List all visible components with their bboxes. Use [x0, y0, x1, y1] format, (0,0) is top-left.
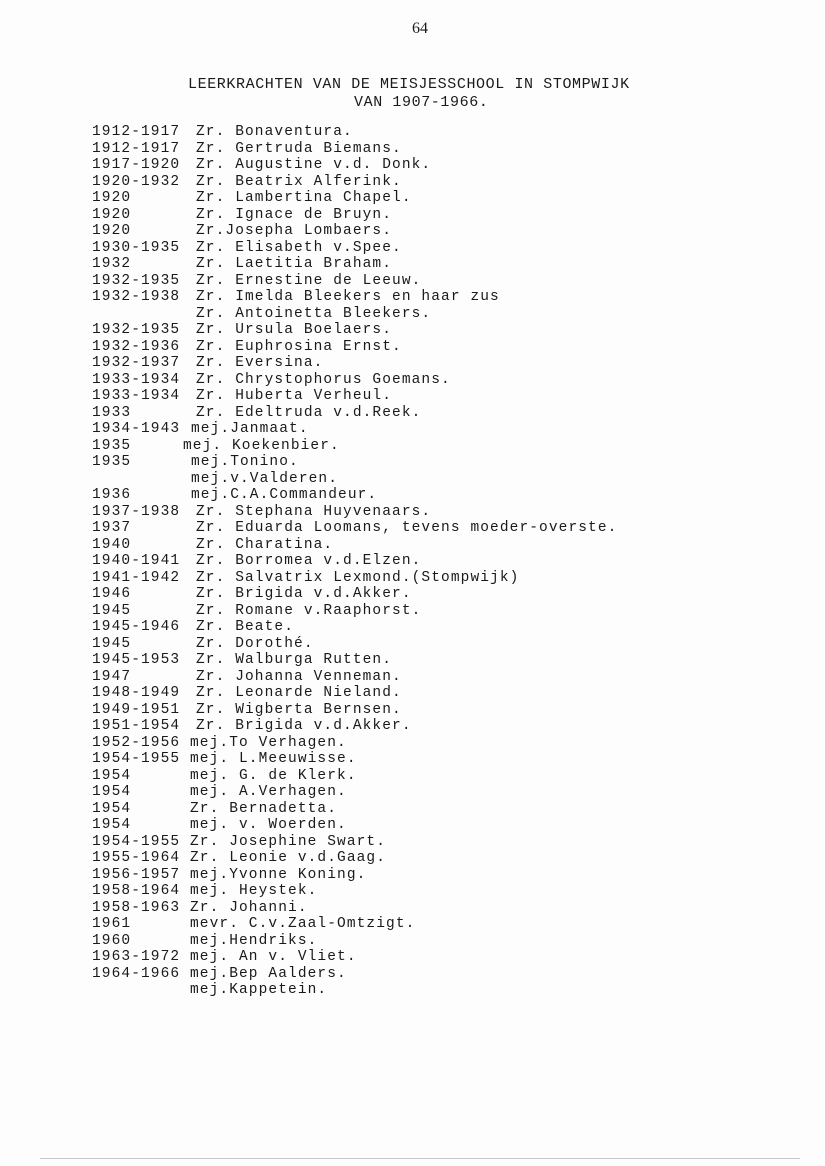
entry-teacher-name: Zr. Beatrix Alferink.: [196, 173, 402, 190]
list-item: [0, 223, 825, 240]
entry-years: 1920: [92, 206, 132, 223]
list-item: [0, 355, 825, 372]
list-item: [0, 603, 825, 620]
list-item: [0, 256, 825, 273]
entry-teacher-name: Zr. Ignace de Bruyn.: [196, 206, 393, 223]
title-line-2: VAN 1907-1966.: [354, 94, 489, 111]
entry-teacher-name: Zr. Beate.: [196, 619, 295, 635]
list-item: [0, 157, 825, 174]
entry-years: 1940-1941: [92, 553, 181, 569]
list-item: [0, 966, 825, 983]
entry-teacher-name: mej. Heystek.: [190, 883, 318, 899]
list-item: [0, 900, 825, 917]
list-item: [0, 520, 825, 537]
list-item: [0, 388, 825, 405]
list-item: [0, 124, 825, 141]
list-item: [0, 570, 825, 587]
entry-teacher-name: mej. Koekenbier.: [183, 437, 340, 454]
entry-teacher-name: Zr. Wigberta Bernsen.: [196, 701, 402, 718]
entry-years: 1941-1942: [92, 569, 181, 586]
entry-teacher-name: Zr. Bonaventura.: [196, 124, 353, 140]
entry-years: 1937-1938: [92, 503, 181, 520]
entry-teacher-name: Zr. Huberta Verheul.: [196, 388, 393, 404]
list-item: [0, 322, 825, 339]
list-item: [0, 949, 825, 966]
entry-teacher-name: Zr. Chrystophorus Goemans.: [196, 371, 451, 388]
entry-years: 1954: [92, 817, 132, 833]
page-edge-line: [40, 1158, 800, 1159]
entry-years: 1954: [92, 784, 132, 800]
entry-years: 1933-1934: [92, 371, 181, 388]
entry-teacher-name: Zr. Dorothé.: [196, 635, 314, 652]
entry-teacher-name: Zr. Stephana Huyvenaars.: [196, 503, 432, 520]
list-item: [0, 240, 825, 257]
entry-teacher-name: mej. L.Meeuwisse.: [190, 751, 357, 767]
list-item: [0, 619, 825, 636]
entry-years: 1932-1938: [92, 289, 181, 305]
entry-years: 1954-1955: [92, 751, 181, 767]
entry-years: 1934-1943: [92, 421, 181, 437]
entry-years: 1945-1953: [92, 652, 181, 668]
list-item: [0, 652, 825, 669]
entry-teacher-name: mej. G. de Klerk.: [190, 767, 357, 784]
list-item: [0, 933, 825, 950]
entry-years: 1955-1964: [92, 850, 181, 866]
entry-teacher-name: Zr. Euphrosina Ernst.: [196, 338, 402, 355]
list-item: [0, 636, 825, 653]
entry-teacher-name: Zr. Charatina.: [196, 536, 334, 553]
list-item: [0, 784, 825, 801]
list-item: [0, 669, 825, 686]
entry-teacher-name: mej.Janmaat.: [191, 421, 309, 437]
list-item: [0, 174, 825, 191]
page-number: 64: [412, 20, 428, 37]
entry-teacher-name: Zr. Antoinetta Bleekers.: [196, 305, 432, 322]
entry-teacher-name: mej.To Verhagen.: [190, 734, 347, 751]
list-item: [0, 438, 825, 455]
entry-teacher-name: Zr. Eversina.: [196, 355, 324, 371]
entry-teacher-name: mej.Kappetein.: [190, 982, 328, 998]
list-item: [0, 306, 825, 323]
entry-teacher-name: Zr. Ernestine de Leeuw.: [196, 272, 422, 289]
entry-teacher-name: mej.Hendriks.: [190, 932, 318, 949]
entry-teacher-name: mej. An v. Vliet.: [190, 949, 357, 965]
entry-years: 1963-1972: [92, 949, 181, 965]
entry-years: 1935: [92, 437, 132, 454]
entry-teacher-name: mej.v.Valderen.: [191, 470, 339, 487]
entry-teacher-name: Zr. Eduarda Loomans, tevens moeder-overste.: [196, 520, 618, 536]
entry-years: 1961: [92, 916, 132, 932]
entry-years: 1945: [92, 602, 132, 619]
list-item: [0, 817, 825, 834]
list-item: [0, 207, 825, 224]
entry-years: 1912-1917: [92, 124, 181, 140]
entry-years: 1936: [92, 487, 132, 503]
list-item: [0, 421, 825, 438]
entry-teacher-name: Zr. Borromea v.d.Elzen.: [196, 553, 422, 569]
entry-years: 1935: [92, 454, 132, 470]
entry-years: 1920-1932: [92, 173, 181, 190]
list-item: [0, 553, 825, 570]
entry-teacher-name: Zr. Leonie v.d.Gaag.: [190, 850, 387, 866]
entry-years: 1954: [92, 800, 132, 817]
entry-teacher-name: Zr. Johanna Venneman.: [196, 668, 402, 685]
list-item: [0, 982, 825, 999]
entry-teacher-name: Zr. Gertruda Biemans.: [196, 140, 402, 157]
entry-teacher-name: Zr. Brigida v.d.Akker.: [196, 586, 412, 602]
entry-years: 1932-1936: [92, 338, 181, 355]
title-line-1: LEERKRACHTEN VAN DE MEISJESSCHOOL IN STOMPWIJK: [188, 76, 630, 93]
entry-years: 1945-1946: [92, 619, 181, 635]
list-item: [0, 768, 825, 785]
entry-teacher-name: Zr. Leonarde Nieland.: [196, 685, 402, 701]
entry-years: 1952-1956: [92, 734, 181, 751]
list-item: [0, 405, 825, 422]
list-item: [0, 867, 825, 884]
entry-years: 1956-1957: [92, 866, 181, 883]
list-item: [0, 834, 825, 851]
entry-teacher-name: Zr. Ursula Boelaers.: [196, 322, 393, 338]
entry-years: 1958-1963: [92, 899, 181, 916]
list-item: [0, 190, 825, 207]
entry-teacher-name: Zr. Brigida v.d.Akker.: [196, 718, 412, 734]
list-item: [0, 718, 825, 735]
entry-years: 1937: [92, 520, 132, 536]
list-item: [0, 850, 825, 867]
entry-teacher-name: mej. v. Woerden.: [190, 817, 347, 833]
entry-years: 1932-1937: [92, 355, 181, 371]
entry-teacher-name: Zr. Johanni.: [190, 899, 308, 916]
list-item: [0, 289, 825, 306]
list-item: [0, 883, 825, 900]
entry-teacher-name: mej.Yvonne Koning.: [190, 866, 367, 883]
list-item: [0, 751, 825, 768]
list-item: [0, 916, 825, 933]
list-item: [0, 586, 825, 603]
entry-years: 1946: [92, 586, 132, 602]
list-item: [0, 454, 825, 471]
entry-teacher-name: mej. A.Verhagen.: [190, 784, 347, 800]
entry-teacher-name: mevr. C.v.Zaal-Omtzigt.: [190, 916, 416, 932]
entry-years: 1960: [92, 932, 132, 949]
entry-teacher-name: Zr. Salvatrix Lexmond.(Stompwijk): [196, 569, 520, 586]
entry-years: 1954-1955: [92, 833, 181, 850]
entry-years: 1949-1951: [92, 701, 181, 718]
entry-years: 1930-1935: [92, 239, 181, 256]
entry-years: 1958-1964: [92, 883, 181, 899]
entry-years: 1932-1935: [92, 272, 181, 289]
entry-teacher-name: Zr.Josepha Lombaers.: [196, 223, 393, 239]
entry-years: 1932: [92, 256, 132, 272]
entry-teacher-name: Zr. Augustine v.d. Donk.: [196, 157, 432, 173]
entry-teacher-name: mej.Tonino.: [191, 454, 299, 470]
list-item: [0, 702, 825, 719]
list-item: [0, 273, 825, 290]
entry-teacher-name: Zr. Lambertina Chapel.: [196, 190, 412, 206]
entry-years: 1912-1917: [92, 140, 181, 157]
entry-years: 1917-1920: [92, 157, 181, 173]
list-item: [0, 372, 825, 389]
list-item: [0, 471, 825, 488]
entry-teacher-name: Zr. Laetitia Braham.: [196, 256, 393, 272]
entry-teacher-name: Zr. Bernadetta.: [190, 800, 338, 817]
entry-years: 1933: [92, 404, 132, 421]
list-item: [0, 487, 825, 504]
entry-teacher-name: Zr. Edeltruda v.d.Reek.: [196, 404, 422, 421]
list-item: [0, 141, 825, 158]
entry-years: 1932-1935: [92, 322, 181, 338]
list-item: [0, 735, 825, 752]
entry-years: 1920: [92, 190, 132, 206]
entry-teacher-name: Zr. Josephine Swart.: [190, 833, 387, 850]
list-item: [0, 801, 825, 818]
entry-teacher-name: Zr. Elisabeth v.Spee.: [196, 239, 402, 256]
entry-years: 1947: [92, 668, 132, 685]
list-item: [0, 339, 825, 356]
entry-years: 1940: [92, 536, 132, 553]
teacher-list: [0, 124, 825, 999]
entry-teacher-name: Zr. Romane v.Raaphorst.: [196, 602, 422, 619]
document-title: [188, 76, 630, 112]
list-item: [0, 685, 825, 702]
entry-teacher-name: Zr. Imelda Bleekers en haar zus: [196, 289, 500, 305]
entry-years: 1951-1954: [92, 718, 181, 734]
entry-years: 1920: [92, 223, 132, 239]
entry-teacher-name: mej.Bep Aalders.: [190, 965, 347, 982]
entry-years: 1945: [92, 635, 132, 652]
entry-teacher-name: mej.C.A.Commandeur.: [191, 487, 378, 503]
entry-teacher-name: Zr. Walburga Rutten.: [196, 652, 393, 668]
entry-years: 1954: [92, 767, 132, 784]
list-item: [0, 537, 825, 554]
entry-years: 1933-1934: [92, 388, 181, 404]
entry-years: 1948-1949: [92, 685, 181, 701]
entry-years: 1964-1966: [92, 965, 181, 982]
list-item: [0, 504, 825, 521]
